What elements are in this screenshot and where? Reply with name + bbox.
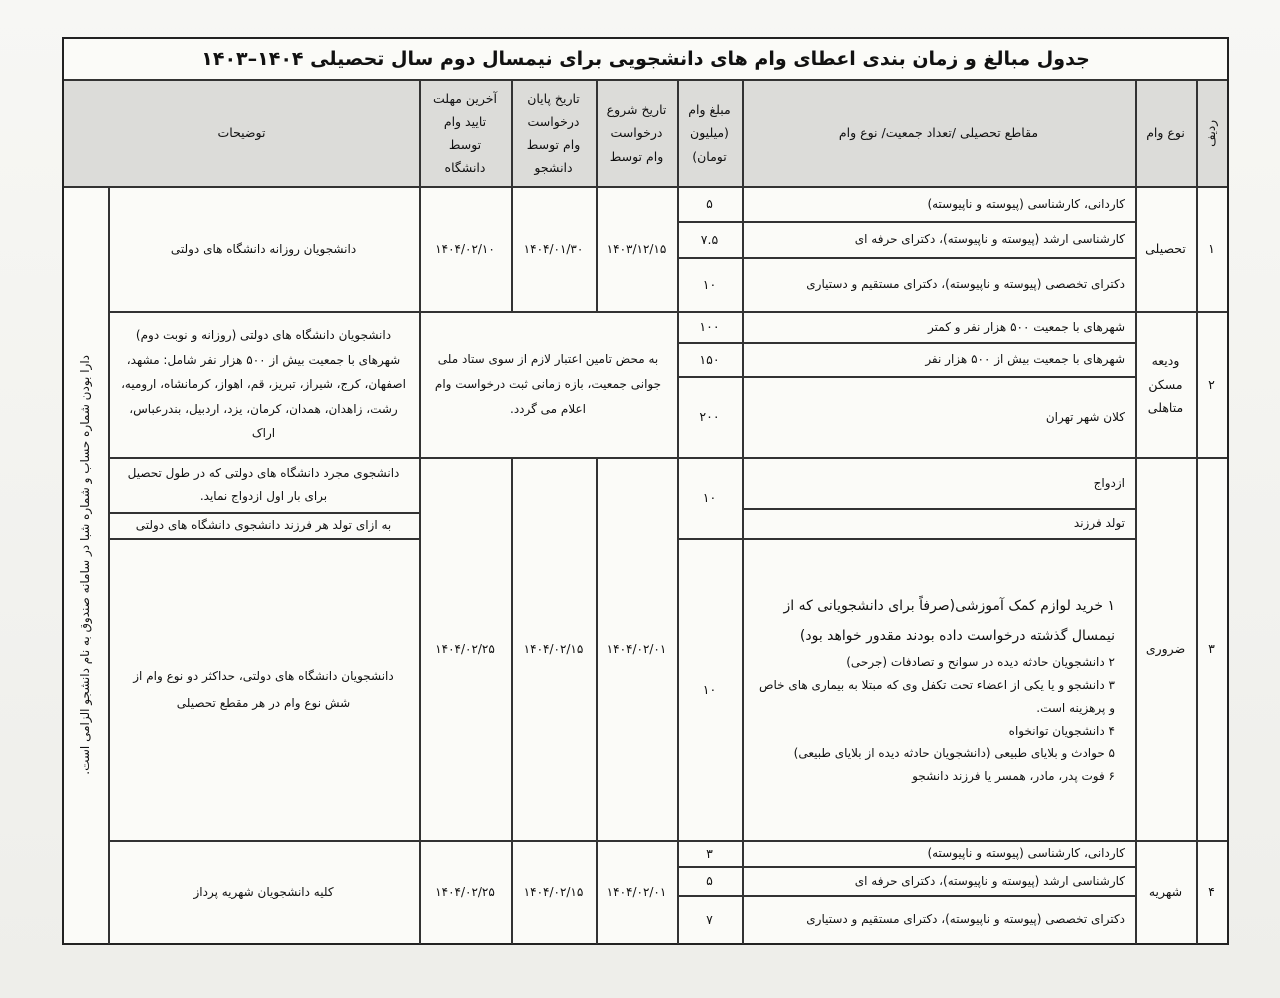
row-1-start-date: ۱۴۰۳/۱۲/۱۵ <box>606 241 667 256</box>
row-4-level-3: دکترای تخصصی (پیوسته و ناپیوسته)، دکترای مستقیم و دستیاری <box>806 912 1125 927</box>
header-amount: مبلغ وام (میلیون تومان) <box>677 80 742 186</box>
row-4-amount-1: ۳ <box>706 845 713 861</box>
row-4-amount-3: ۷ <box>706 911 713 927</box>
hardship-item-4: ۴ دانشجویان توانخواه <box>1008 723 1115 738</box>
hardship-item-1: ۱ خرید لوازم کمک آموزشی(صرفاً برای دانشجویانی که از نیمسال گذشته درخواست داده بودند مقدور خواهد بود) <box>783 598 1115 645</box>
row-2-level-1: شهرهای با جمعیت ۵۰۰ هزار نفر و کمتر <box>928 319 1125 334</box>
header-start-date: تاریخ شروع درخواست وام توسط <box>596 80 677 186</box>
row-3-notes: دانشجویان دانشگاه های دولتی، حداکثر دو نوع وام از شش نوع وام در هر مقطع تحصیلی <box>133 669 394 710</box>
row-2-amount-2: ۱۵۰ <box>699 351 720 367</box>
hardship-item-3: ۳ دانشجو و یا یکی از اعضاء تحت تکفل وی که مبتلا به بیماری های خاص و پرهزینه است. <box>758 678 1115 715</box>
hardship-item-6: ۶ فوت پدر، مادر، همسر یا فرزند دانشجو <box>912 769 1115 784</box>
row-2-number: ۲ <box>1208 376 1215 392</box>
row-4-deadline: ۱۴۰۴/۰۲/۲۵ <box>435 884 495 899</box>
row-3-birth: تولد فرزند <box>1073 516 1125 531</box>
row-4-end-date: ۱۴۰۴/۰۲/۱۵ <box>523 884 584 899</box>
row-1-level-3: دکترای تخصصی (پیوسته و ناپیوسته)، دکترای مستقیم و دستیاری <box>806 277 1125 292</box>
row-2-notes: دانشجویان دانشگاه های دولتی (روزانه و نوبت دوم) شهرهای با جمعیت بیش از ۵۰۰ هزار نفر شامل: مشهد، اصفهان، کرج، شیراز، تبریز، قم، اهواز، کرمانشاه، ارومیه، رشت، زاهدان، همدان، کرمان، یزد، اردبیل، بندرعباس، اراک <box>121 328 406 441</box>
row-3-start-date: ۱۴۰۴/۰۲/۰۱ <box>606 641 667 656</box>
row-2-timing: به محض تامین اعتبار لازم از سوی ستاد ملی جوانی جمعیت، بازه زمانی ثبت درخواست وام اعلام می گردد. <box>434 351 662 417</box>
row-2-amount-1: ۱۰۰ <box>699 319 720 335</box>
hardship-item-5: ۵ حوادث و بلایای طبیعی (دانشجویان حادثه دیده از بلایای طبیعی) <box>793 746 1115 761</box>
row-4-type: شهریه <box>1148 884 1183 900</box>
row-1-amount-2: ۷.۵ <box>700 231 719 247</box>
row-2-type: ودیعه مسکن متاهلی <box>1147 352 1184 416</box>
header-row-no: ردیف <box>1196 80 1227 186</box>
row-3-birth-note: به ازای تولد هر فرزند دانشجوی دانشگاه های دولتی <box>135 518 392 533</box>
row-4-level-1: کاردانی، کارشناسی (پیوسته و ناپیوسته) <box>927 846 1125 861</box>
row-3-marriage: ازدواج <box>1093 475 1125 490</box>
row-1-amount-1: ۵ <box>706 196 713 212</box>
rule <box>64 79 1227 81</box>
row-4-amount-2: ۵ <box>706 873 713 889</box>
row-2-amount-3: ۲۰۰ <box>699 409 720 425</box>
row-4-notes: کلیه دانشجویان شهریه پرداز <box>193 884 334 899</box>
row-4-start-date: ۱۴۰۴/۰۲/۰۱ <box>606 884 667 899</box>
row-1-end-date: ۱۴۰۴/۰۱/۳۰ <box>523 241 584 256</box>
row-4-level-2: کارشناسی ارشد (پیوسته و ناپیوسته)، دکترای حرفه ای <box>854 873 1125 888</box>
row-1-number: ۱ <box>1208 241 1215 257</box>
header-deadline: آخرین مهلت تایید وام توسط دانشگاه <box>419 80 511 186</box>
row-1-level-1: کاردانی، کارشناسی (پیوسته و ناپیوسته) <box>927 196 1125 211</box>
row-1-type: تحصیلی <box>1145 241 1186 257</box>
row-3-marriage-amount: ۱۰ <box>702 490 717 506</box>
row-4-number: ۴ <box>1208 884 1215 900</box>
document-title: جدول مبالغ و زمان بندی اعطای وام های دانشجویی برای نیمسال دوم سال تحصیلی ۱۴۰۴–۱۴۰۳ <box>201 47 1090 70</box>
row-2-level-2: شهرهای با جمعیت بیش از ۵۰۰ هزار نفر <box>925 352 1125 367</box>
row-3-type: ضروری <box>1145 641 1186 657</box>
row-3-end-date: ۱۴۰۴/۰۲/۱۵ <box>523 641 584 656</box>
header-notes: توضیحات <box>64 80 419 186</box>
row-3-deadline: ۱۴۰۴/۰۲/۲۵ <box>435 641 495 656</box>
row-3-hardship-list <box>742 539 1135 840</box>
side-note: دارا بودن شماره حساب و شماره شبا در سامانه صندوق به نام دانشجو الزامی است. <box>78 355 93 775</box>
row-3-marriage-note: دانشجوی مجرد دانشگاه های دولتی که در طول تحصیل برای بار اول ازدواج نماید. <box>127 466 400 503</box>
row-3-number: ۳ <box>1208 641 1215 657</box>
row-1-amount-3: ۱۰ <box>702 276 717 292</box>
header-loan-type: نوع وام <box>1135 80 1196 186</box>
hardship-item-2: ۲ دانشجویان حادثه دیده در سوانح و تصادفات (جرحی) <box>846 655 1115 670</box>
row-1-deadline: ۱۴۰۴/۰۲/۱۰ <box>435 241 495 256</box>
row-1-notes: دانشجویان روزانه دانشگاه های دولتی <box>170 241 357 256</box>
row-2-level-3: کلان شهر تهران <box>1045 409 1125 424</box>
row-3-amount: ۱۰ <box>702 681 717 697</box>
header-end-date: تاریخ پایان درخواست وام توسط دانشجو <box>511 80 596 186</box>
header-levels: مقاطع تحصیلی /تعداد جمعیت/ نوع وام <box>742 80 1135 186</box>
row-1-level-2: کارشناسی ارشد (پیوسته و ناپیوسته)، دکترای حرفه ای <box>854 232 1125 247</box>
